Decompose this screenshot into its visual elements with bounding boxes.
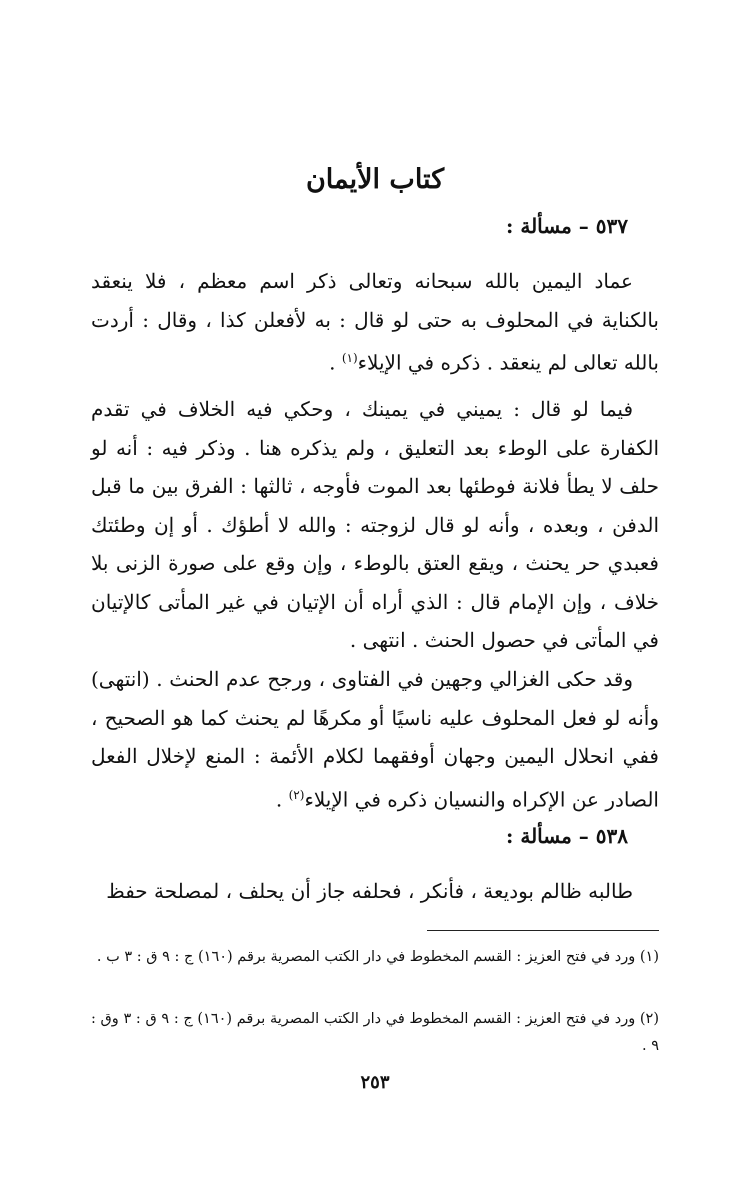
- footnote-ref-2[interactable]: (٢): [288, 787, 305, 802]
- footnote-2: (٢) ورد في فتح العزيز : القسم المخطوط في دار الكتب المصرية برقم (١٦٠) ج : ٩ ق : ٣ وق : ٩ .: [91, 1011, 659, 1054]
- paragraph-2: فيما لو قال : يميني في يمينك ، وحكي فيه الخلاف في تقدم الكفارة على الوطء بعد التعليق ، ولم يذكره هنا . وذكر فيه : أنه لو حلف لا يطأ فلانة فوطئها بعد الموت فأوجه ، ثالثها : الفرق بين ما قبل الدفن ، وبعده ، وأنه لو قال لزوجته : والله لا أطؤك . أو إن وطئتك فعبدي حر يحنث ، ويقع العتق بالوطء ، وإن وقع على صورة الزنى بلا خلاف ، وإن الإمام قال : الذي أراه أن الإتيان في غير المأتى كالإتيان في المأتى في حصول الحنث . انتهى .: [91, 397, 659, 652]
- footnote-1: (١) ورد في فتح العزيز : القسم المخطوط في دار الكتب المصرية برقم (١٦٠) ج : ٩ ق : ٣ ب .: [96, 949, 659, 965]
- footnote-separator: [427, 930, 659, 931]
- page-number: ٢٥٣: [360, 1072, 390, 1093]
- section-heading-537: ٥٣٧ – مسألة :: [506, 214, 628, 238]
- paragraph-3: وقد حكى الغزالي وجهين في الفتاوى ، ورجح عدم الحنث . (انتهى) وأنه لو فعل المحلوف عليه ناسيًا أو مكرهًا لم يحنث كما هو الصحيح ، ففي انحلال اليمين وجهان أوفقهما لكلام الأئمة : المنع لإخلال الفعل الصادر عن الإكراه والنسيان ذكره في الإيلاء$^{(٢)}$ .: [91, 667, 659, 812]
- footnote-ref-1[interactable]: (١): [341, 351, 358, 365]
- chapter-title: كتاب الأيمان: [305, 164, 445, 195]
- paragraph-1: عماد اليمين بالله سبحانه وتعالى ذكر اسم معظم ، فلا ينعقد بالكناية في المحلوف به حتى لو قال : به لأفعلن كذا ، وقال : أردت بالله تعالى لم ينعقد . ذكره في الإيلاء$^{(١)}$ .: [91, 269, 659, 375]
- section-heading-538: ٥٣٨ – مسألة :: [506, 824, 628, 848]
- paragraph-4: طالبه ظالم بوديعة ، فأنكر ، فحلفه جاز أن يحلف ، لمصلحة حفظ: [106, 879, 633, 903]
